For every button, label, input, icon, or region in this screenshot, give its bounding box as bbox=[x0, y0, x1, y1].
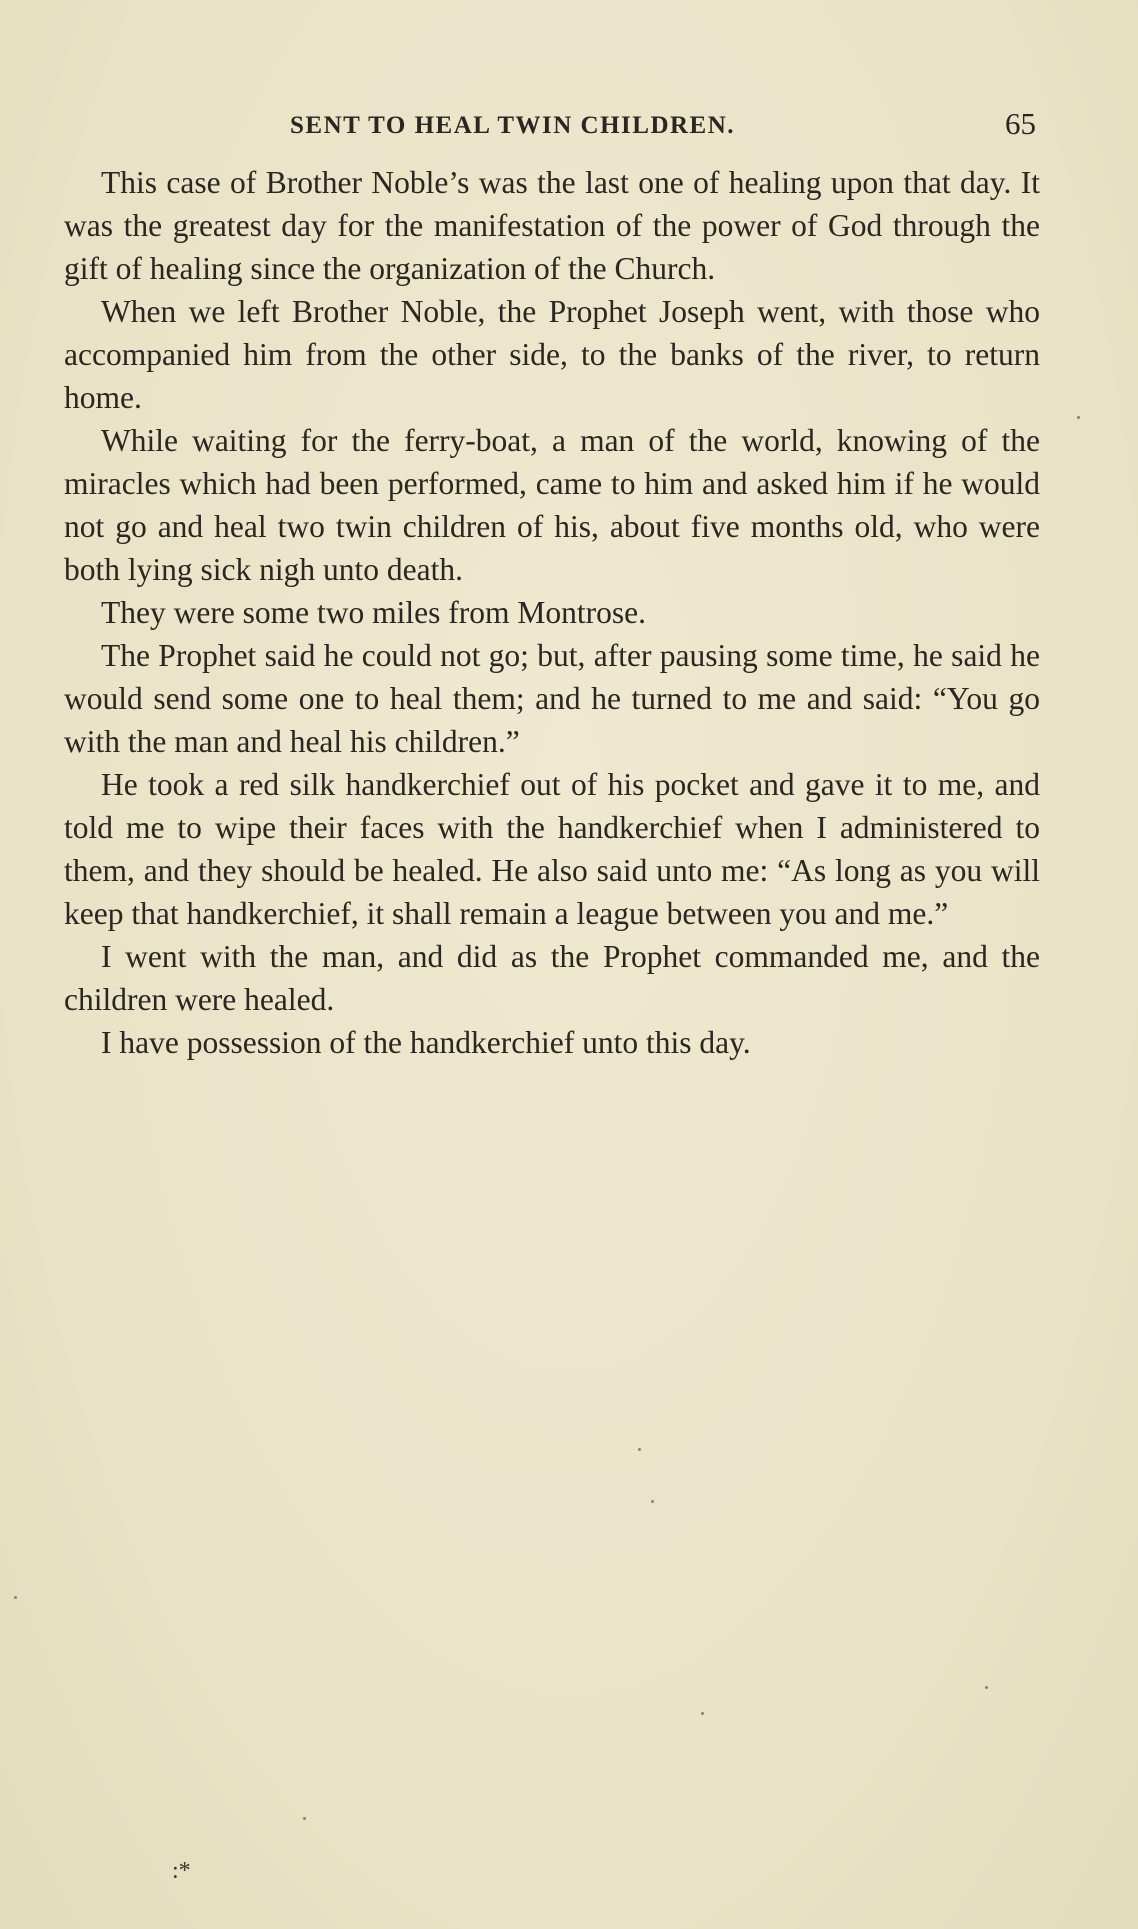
paper-speck bbox=[303, 1817, 306, 1820]
paragraph: I have possession of the handkerchief unto this day. bbox=[101, 1025, 751, 1060]
paragraph: While waiting for the ferry-boat, a man of the world, knowing of the miracles which had been performed, came to him and asked him if he would not go and heal two twin children of his, about five months old, who were both lying sick nigh unto death. bbox=[64, 423, 1040, 587]
paper-speck bbox=[701, 1712, 704, 1715]
footer-mark: :* bbox=[172, 1858, 191, 1884]
paragraph: They were some two miles from Montrose. bbox=[101, 595, 647, 630]
running-title: SENT TO HEAL TWIN CHILDREN. bbox=[290, 112, 736, 139]
paper-speck bbox=[651, 1500, 654, 1503]
paper-speck bbox=[14, 1596, 17, 1599]
running-head bbox=[64, 106, 1036, 146]
paragraph: He took a red silk handkerchief out of his pocket and gave it to me, and told me to wipe their faces with the handkerchief when I administered to them, and they should be healed. He also said unto me: “As long as you will keep that handkerchief, it shall remain a league between you and me.” bbox=[64, 767, 1040, 931]
paragraph: I went with the man, and did as the Prophet commanded me, and the children were healed. bbox=[64, 939, 1040, 1017]
paragraph: The Prophet said he could not go; but, after pausing some time, he said he would send some one to heal them; and he turned to me and said: “You go with the man and heal his children.” bbox=[64, 638, 1040, 759]
paragraph: When we left Brother Noble, the Prophet Joseph went, with those who accompanied him from the other side, to the banks of the river, to return home. bbox=[64, 294, 1040, 415]
page-number: 65 bbox=[1005, 106, 1036, 141]
paragraph: This case of Brother Noble’s was the last one of healing upon that day. It was the greatest day for the manifestation of the power of God through the gift of healing since the organization of the Church. bbox=[64, 165, 1040, 286]
body-text bbox=[64, 161, 1040, 1064]
paper-speck bbox=[638, 1448, 641, 1451]
paper-speck bbox=[1077, 416, 1080, 419]
paper-speck bbox=[985, 1686, 988, 1689]
